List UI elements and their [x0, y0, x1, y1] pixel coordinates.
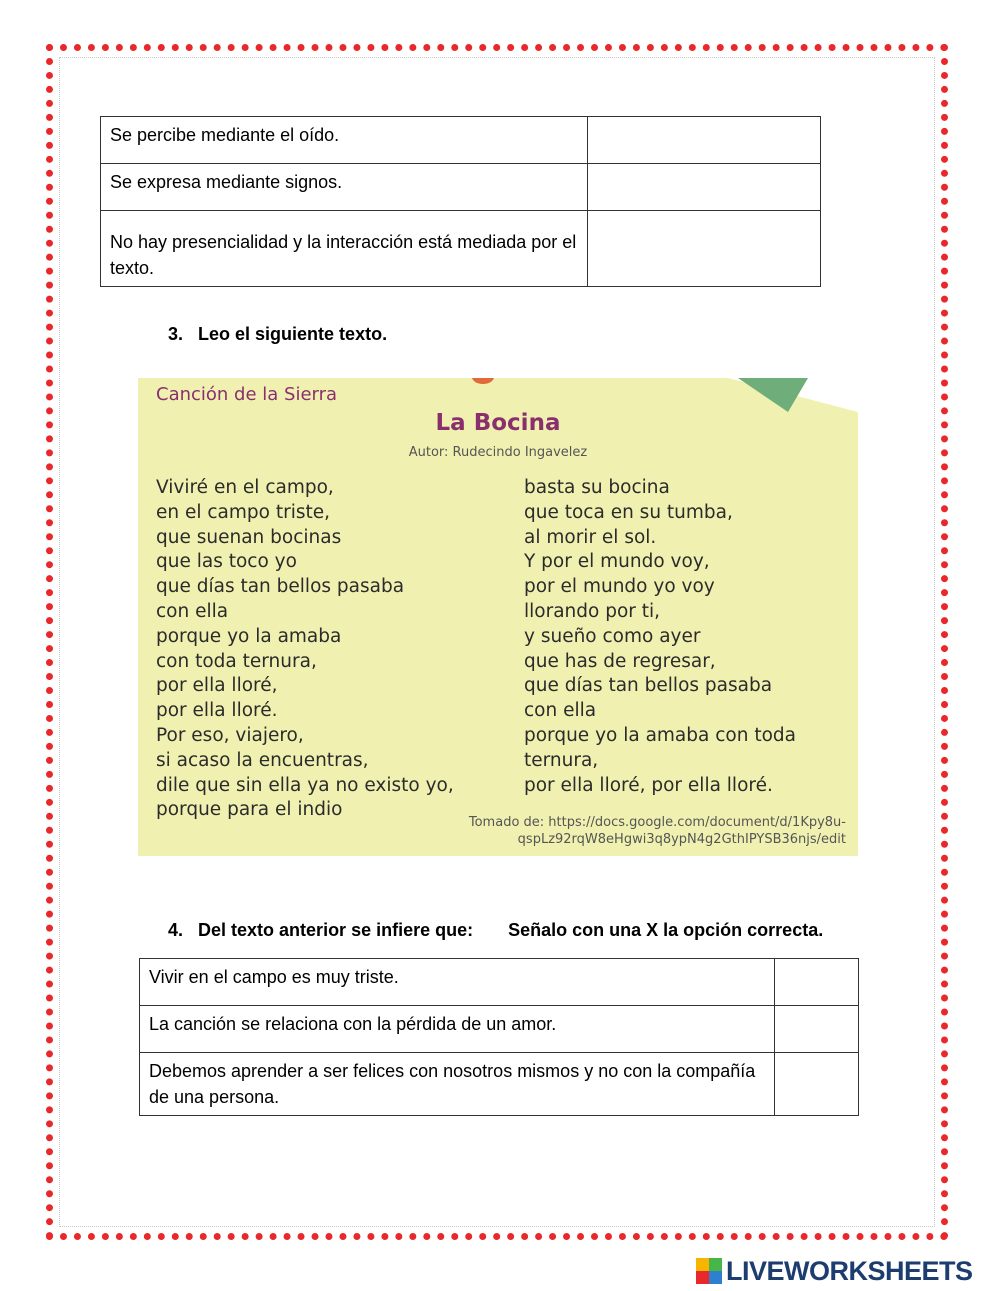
poem-line: ternura,	[524, 749, 599, 771]
statement-cell: Se expresa mediante signos.	[101, 164, 588, 211]
poem-line: con toda ternura,	[156, 650, 317, 672]
poem-line: por ella lloré.	[156, 700, 278, 722]
answer-cell[interactable]	[775, 1006, 859, 1053]
answer-cell[interactable]	[775, 959, 859, 1006]
poem-line: dile que sin ella ya no existo yo,	[156, 774, 454, 796]
section-instruction: Señalo con una X la opción correcta.	[508, 920, 824, 940]
table-row	[140, 1006, 859, 1053]
poem-line: Y por el mundo voy,	[524, 551, 710, 573]
poem-source	[469, 814, 846, 848]
statement-cell: Se percibe mediante el oído.	[101, 117, 588, 164]
poem-line: que toca en su tumba,	[524, 501, 733, 523]
liveworksheets-logo[interactable]	[696, 1257, 973, 1285]
option-cell: Vivir en el campo es muy triste.	[140, 959, 775, 1006]
poem-line: que suenan bocinas	[156, 526, 342, 548]
poem-title: La Bocina	[435, 410, 561, 436]
poem-line: porque yo la amaba	[156, 625, 342, 647]
poem-right-column	[524, 476, 796, 798]
answer-cell[interactable]	[588, 117, 821, 164]
table-row	[101, 117, 821, 164]
option-cell: La canción se relaciona con la pérdida de un amor.	[140, 1006, 775, 1053]
table-row	[101, 164, 821, 211]
poem-line: que días tan bellos pasaba	[524, 675, 773, 697]
poem-line: y sueño como ayer	[524, 625, 701, 647]
liveworksheets-logo-icon	[696, 1258, 722, 1284]
poem-line: llorando por ti,	[524, 600, 661, 622]
poem-series: Canción de la Sierra	[156, 384, 338, 405]
poem-line: con ella	[524, 700, 597, 722]
poem-line: si acaso la encuentras,	[156, 749, 369, 771]
poem-line: por el mundo yo voy	[524, 576, 715, 598]
brand-name: LIVEWORKSHEETS	[726, 1255, 973, 1286]
decorative-blob-icon	[472, 378, 494, 384]
classification-table	[100, 116, 821, 287]
answer-cell[interactable]	[588, 164, 821, 211]
poem-image	[138, 378, 858, 856]
table-row	[140, 959, 859, 1006]
poem-left-column	[156, 476, 454, 823]
poem-line: Por eso, viajero,	[156, 724, 304, 746]
page-fold-icon	[728, 378, 858, 412]
poem-line: Viviré en el campo,	[156, 477, 334, 498]
source-line: qspLz92rqW8eHgwi3q8ypN4g2GthIPYSB36njs/edit	[517, 832, 846, 847]
poem-line: con ella	[156, 600, 229, 622]
answer-cell[interactable]	[588, 211, 821, 287]
section-title: Leo el siguiente texto.	[198, 324, 388, 344]
poem-line: porque yo la amaba con toda	[524, 724, 796, 746]
poem-line: en el campo triste,	[156, 501, 331, 523]
option-cell: Debemos aprender a ser felices con nosotros mismos y no con la compañía de una persona.	[140, 1053, 775, 1116]
table-row	[101, 211, 821, 287]
section-number: 3.	[168, 324, 184, 344]
inference-table	[139, 958, 859, 1116]
poem-author: Autor: Rudecindo Ingavelez	[408, 445, 588, 460]
source-line: Tomado de: https://docs.google.com/document/d/1Kpy8u-	[468, 815, 846, 830]
poem-line: por ella lloré, por ella lloré.	[524, 774, 773, 796]
table-row	[140, 1053, 859, 1116]
poem-line: basta su bocina	[524, 477, 670, 498]
answer-cell[interactable]	[775, 1053, 859, 1116]
poem-line: porque para el indio	[156, 799, 343, 821]
poem-line: que has de regresar,	[524, 650, 716, 672]
poem-line: al morir el sol.	[524, 526, 657, 548]
statement-cell: No hay presencialidad y la interacción está mediada por el texto.	[101, 211, 588, 287]
poem-line: que días tan bellos pasaba	[156, 576, 405, 598]
section-title: Del texto anterior se infiere que:	[198, 920, 474, 940]
section-number: 4.	[168, 920, 184, 940]
section-4-heading	[168, 920, 823, 941]
poem-line: que las toco yo	[156, 551, 297, 573]
section-3-heading	[168, 324, 387, 345]
poem-line: por ella lloré,	[156, 675, 278, 697]
